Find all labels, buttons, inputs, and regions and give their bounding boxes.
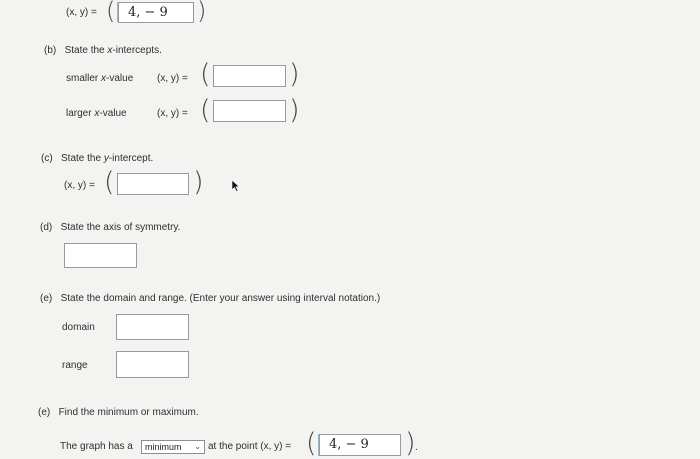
close-paren: ) [193, 167, 204, 198]
part-d-heading: (d) State the axis of symmetry. [40, 222, 181, 233]
y-intercept-field[interactable] [117, 173, 189, 195]
axis-of-symmetry-field[interactable] [64, 243, 137, 268]
sentence-start: The graph has a [60, 441, 133, 452]
min-max-select[interactable]: minimum ⌄ [141, 440, 205, 454]
part-f-heading: (e) Find the minimum or maximum. [38, 407, 199, 418]
open-paren: ( [200, 59, 211, 90]
sentence-end: . [415, 442, 418, 453]
larger-x-label: larger x-value [66, 108, 127, 119]
open-paren: ( [104, 167, 115, 198]
range-field[interactable] [116, 351, 189, 378]
min-max-point-field[interactable]: 4, − 9 [319, 434, 401, 456]
mouse-cursor-icon [231, 179, 240, 192]
smaller-point-label: (x, y) = [157, 73, 188, 84]
part-c-heading: (c) State the y-intercept. [41, 153, 154, 164]
open-paren: ( [306, 428, 317, 459]
sentence-middle: at the point (x, y) = [208, 441, 292, 452]
larger-x-intercept-field[interactable] [213, 100, 286, 122]
open-paren: ( [106, 0, 116, 25]
y-intercept-point-label: (x, y) = [64, 180, 95, 191]
domain-field[interactable] [116, 314, 189, 340]
chevron-down-icon: ⌄ [194, 442, 201, 451]
open-paren: ( [200, 95, 211, 126]
smaller-x-intercept-field[interactable] [213, 65, 286, 87]
vertex-point-label: (x, y) = [66, 7, 97, 18]
range-label: range [62, 360, 88, 371]
domain-label: domain [62, 322, 95, 333]
part-e-heading: (e) State the domain and range. (Enter your answer using interval notation.) [40, 293, 381, 304]
close-paren: ) [289, 95, 300, 126]
part-b-heading: (b) State the x-intercepts. [44, 45, 162, 56]
close-paren: ) [289, 59, 300, 90]
vertex-answer-field[interactable]: 4, − 9 [118, 2, 194, 23]
close-paren: ) [197, 0, 207, 25]
close-paren: ) [405, 428, 416, 459]
smaller-x-label: smaller x-value [66, 73, 134, 84]
larger-point-label: (x, y) = [157, 108, 188, 119]
